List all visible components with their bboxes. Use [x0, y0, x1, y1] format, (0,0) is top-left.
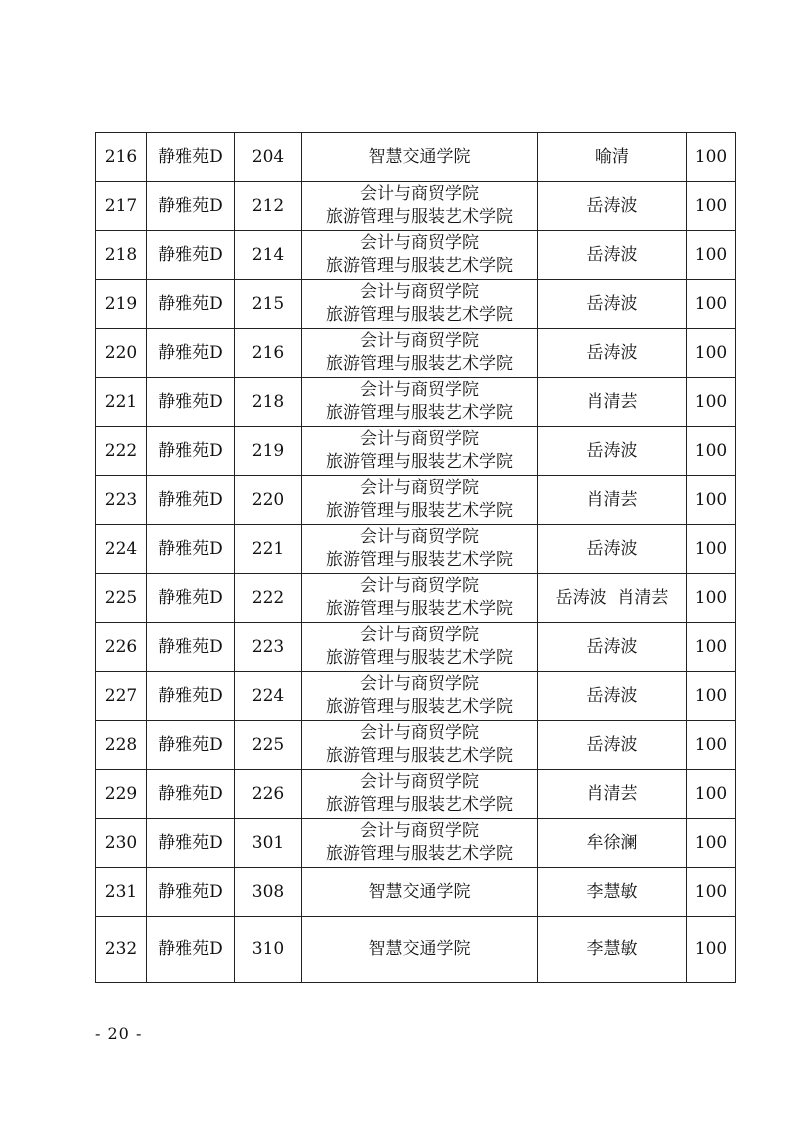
cell-building: 静雅苑D	[147, 378, 235, 427]
cell-no: 221	[96, 378, 147, 427]
cell-score: 100	[687, 917, 736, 983]
cell-manager: 李慧敏	[538, 917, 687, 983]
cell-college	[302, 329, 538, 378]
college-name: 旅游管理与服装艺术学院	[326, 305, 513, 325]
cell-no: 225	[96, 574, 147, 623]
college-name: 旅游管理与服装艺术学院	[326, 452, 513, 472]
cell-no: 232	[96, 917, 147, 983]
cell-manager: 岳涛波	[538, 231, 687, 280]
table-row	[96, 182, 736, 231]
college-name: 会计与商贸学院	[360, 429, 479, 449]
table-row	[96, 721, 736, 770]
table-row	[96, 917, 736, 983]
cell-no: 226	[96, 623, 147, 672]
cell-manager: 肖清芸	[538, 476, 687, 525]
cell-room: 218	[235, 378, 302, 427]
cell-score: 100	[687, 378, 736, 427]
cell-room: 225	[235, 721, 302, 770]
cell-no: 227	[96, 672, 147, 721]
cell-room: 301	[235, 819, 302, 868]
cell-college	[302, 476, 538, 525]
college-name: 会计与商贸学院	[360, 821, 479, 841]
cell-manager: 肖清芸	[538, 770, 687, 819]
college-name: 会计与商贸学院	[360, 723, 479, 743]
cell-room: 212	[235, 182, 302, 231]
cell-no: 223	[96, 476, 147, 525]
college-name: 旅游管理与服装艺术学院	[326, 648, 513, 668]
cell-room: 222	[235, 574, 302, 623]
cell-college	[302, 819, 538, 868]
cell-college	[302, 133, 538, 182]
table-row	[96, 574, 736, 623]
cell-score: 100	[687, 525, 736, 574]
cell-building: 静雅苑D	[147, 819, 235, 868]
college-name: 旅游管理与服装艺术学院	[326, 501, 513, 521]
table-row	[96, 280, 736, 329]
table-row	[96, 623, 736, 672]
cell-college	[302, 378, 538, 427]
cell-no: 218	[96, 231, 147, 280]
cell-manager: 岳涛波	[538, 672, 687, 721]
cell-room: 214	[235, 231, 302, 280]
college-name: 旅游管理与服装艺术学院	[326, 550, 513, 570]
cell-score: 100	[687, 819, 736, 868]
cell-college	[302, 182, 538, 231]
cell-college	[302, 525, 538, 574]
college-name: 会计与商贸学院	[360, 331, 479, 351]
cell-score: 100	[687, 672, 736, 721]
cell-no: 219	[96, 280, 147, 329]
cell-room: 204	[235, 133, 302, 182]
college-name: 旅游管理与服装艺术学院	[326, 746, 513, 766]
cell-room: 216	[235, 329, 302, 378]
cell-score: 100	[687, 427, 736, 476]
cell-room: 223	[235, 623, 302, 672]
cell-no: 228	[96, 721, 147, 770]
cell-room: 308	[235, 868, 302, 917]
college-name: 旅游管理与服装艺术学院	[326, 599, 513, 619]
cell-score: 100	[687, 329, 736, 378]
cell-manager: 岳涛波	[538, 329, 687, 378]
table-row	[96, 770, 736, 819]
cell-building: 静雅苑D	[147, 182, 235, 231]
college-name: 旅游管理与服装艺术学院	[326, 256, 513, 276]
cell-building: 静雅苑D	[147, 525, 235, 574]
college-name: 会计与商贸学院	[360, 674, 479, 694]
cell-no: 222	[96, 427, 147, 476]
cell-building: 静雅苑D	[147, 917, 235, 983]
cell-college	[302, 770, 538, 819]
cell-score: 100	[687, 623, 736, 672]
cell-manager: 岳涛波	[538, 525, 687, 574]
table-row	[96, 868, 736, 917]
college-name: 智慧交通学院	[368, 939, 471, 959]
college-name: 旅游管理与服装艺术学院	[326, 844, 513, 864]
cell-building: 静雅苑D	[147, 770, 235, 819]
cell-building: 静雅苑D	[147, 427, 235, 476]
cell-manager: 肖清芸	[538, 378, 687, 427]
college-name: 旅游管理与服装艺术学院	[326, 403, 513, 423]
table-row	[96, 672, 736, 721]
cell-room: 215	[235, 280, 302, 329]
table-row	[96, 329, 736, 378]
table-row	[96, 525, 736, 574]
cell-no: 230	[96, 819, 147, 868]
cell-building: 静雅苑D	[147, 231, 235, 280]
cell-score: 100	[687, 231, 736, 280]
college-name: 智慧交通学院	[368, 146, 471, 167]
cell-college	[302, 721, 538, 770]
table-row	[96, 476, 736, 525]
cell-building: 静雅苑D	[147, 623, 235, 672]
college-name: 旅游管理与服装艺术学院	[326, 697, 513, 717]
cell-college	[302, 280, 538, 329]
college-name: 会计与商贸学院	[360, 527, 479, 547]
cell-score: 100	[687, 868, 736, 917]
cell-college	[302, 574, 538, 623]
cell-room: 220	[235, 476, 302, 525]
cell-manager: 牟徐澜	[538, 819, 687, 868]
cell-no: 216	[96, 133, 147, 182]
cell-score: 100	[687, 721, 736, 770]
table-row	[96, 133, 736, 182]
college-name: 会计与商贸学院	[360, 380, 479, 400]
cell-no: 217	[96, 182, 147, 231]
college-name: 会计与商贸学院	[360, 625, 479, 645]
cell-building: 静雅苑D	[147, 574, 235, 623]
page-number: - 20 -	[95, 1024, 143, 1043]
cell-building: 静雅苑D	[147, 133, 235, 182]
cell-college	[302, 868, 538, 917]
dormitory-score-table	[95, 132, 736, 983]
cell-manager: 喻清	[538, 133, 687, 182]
college-name: 会计与商贸学院	[360, 184, 479, 204]
college-name: 会计与商贸学院	[360, 576, 479, 596]
cell-building: 静雅苑D	[147, 721, 235, 770]
cell-room: 310	[235, 917, 302, 983]
college-name: 旅游管理与服装艺术学院	[326, 354, 513, 374]
cell-college	[302, 672, 538, 721]
cell-building: 静雅苑D	[147, 329, 235, 378]
cell-no: 220	[96, 329, 147, 378]
college-name: 会计与商贸学院	[360, 233, 479, 253]
cell-manager: 岳涛波 肖清芸	[538, 574, 687, 623]
cell-score: 100	[687, 476, 736, 525]
cell-college	[302, 231, 538, 280]
cell-score: 100	[687, 280, 736, 329]
cell-room: 224	[235, 672, 302, 721]
cell-manager: 岳涛波	[538, 182, 687, 231]
cell-score: 100	[687, 182, 736, 231]
table-row	[96, 231, 736, 280]
college-name: 会计与商贸学院	[360, 282, 479, 302]
college-name: 会计与商贸学院	[360, 772, 479, 792]
cell-no: 231	[96, 868, 147, 917]
cell-manager: 岳涛波	[538, 427, 687, 476]
college-name: 旅游管理与服装艺术学院	[326, 795, 513, 815]
table-body	[96, 133, 736, 983]
college-name: 旅游管理与服装艺术学院	[326, 207, 513, 227]
cell-manager: 岳涛波	[538, 623, 687, 672]
table-row	[96, 819, 736, 868]
cell-manager: 李慧敏	[538, 868, 687, 917]
cell-college	[302, 917, 538, 983]
college-name: 会计与商贸学院	[360, 478, 479, 498]
cell-college	[302, 427, 538, 476]
cell-room: 226	[235, 770, 302, 819]
cell-score: 100	[687, 574, 736, 623]
table-row	[96, 427, 736, 476]
cell-no: 224	[96, 525, 147, 574]
cell-building: 静雅苑D	[147, 672, 235, 721]
cell-room: 221	[235, 525, 302, 574]
cell-building: 静雅苑D	[147, 476, 235, 525]
cell-building: 静雅苑D	[147, 280, 235, 329]
cell-building: 静雅苑D	[147, 868, 235, 917]
cell-college	[302, 623, 538, 672]
college-name: 智慧交通学院	[368, 881, 471, 902]
cell-score: 100	[687, 133, 736, 182]
cell-score: 100	[687, 770, 736, 819]
cell-no: 229	[96, 770, 147, 819]
table-row	[96, 378, 736, 427]
cell-manager: 岳涛波	[538, 721, 687, 770]
cell-room: 219	[235, 427, 302, 476]
cell-manager: 岳涛波	[538, 280, 687, 329]
